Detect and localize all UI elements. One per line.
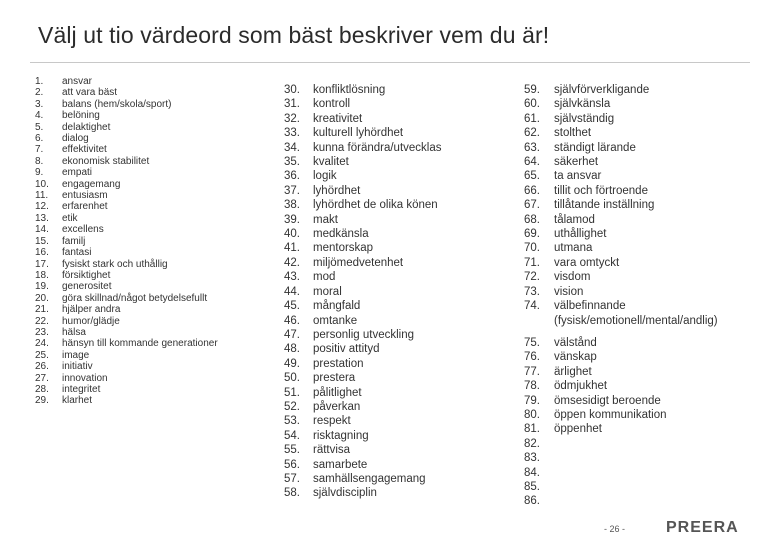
list-item-label: samarbete <box>313 458 368 471</box>
list-item <box>524 241 754 255</box>
list-item-label: kontroll <box>313 98 351 111</box>
list-item-label: tillit och förtroende <box>554 184 648 197</box>
list-item-label: prestation <box>313 357 364 370</box>
list-item-label: effektivitet <box>62 144 107 156</box>
list-item-label: kunna förändra/utvecklas <box>313 141 442 154</box>
list-item <box>524 198 754 212</box>
list-item-label: personlig utveckling <box>313 328 415 341</box>
list-item-label: engagemang <box>62 178 121 190</box>
list-item-label: hänsyn till kommande generationer <box>62 338 218 350</box>
list-item <box>284 328 442 342</box>
list-item-number: 57. <box>284 472 300 485</box>
list-item-label: ständigt lärande <box>554 141 636 154</box>
list-item <box>524 336 754 350</box>
list-item-number: 77. <box>524 365 540 378</box>
list-item-number: 1. <box>35 76 44 87</box>
list-item <box>35 338 218 349</box>
list-item <box>284 126 442 140</box>
list-item-label: självförverkligande <box>554 84 650 96</box>
list-item-label: delaktighet <box>62 121 111 133</box>
list-item <box>284 314 442 328</box>
list-item-number: 43. <box>284 271 300 284</box>
list-item-label: fysiskt stark och uthållig <box>62 258 168 270</box>
list-item-label: balans (hem/skola/sport) <box>62 98 172 110</box>
list-item <box>35 327 218 338</box>
list-item-label: självdisciplin <box>313 487 377 500</box>
title-divider <box>30 62 750 63</box>
list-item-number: 63. <box>524 141 540 154</box>
list-item <box>284 285 442 299</box>
list-item <box>524 285 754 299</box>
list-item <box>284 371 442 385</box>
list-item-number: 34. <box>284 141 300 154</box>
list-item-label: medkänsla <box>313 228 369 241</box>
list-item-label: pålitlighet <box>313 386 362 399</box>
list-item <box>284 256 442 270</box>
list-item-label: vara omtyckt <box>554 256 620 269</box>
list-item <box>284 299 442 313</box>
list-item-number: 20. <box>35 292 49 304</box>
list-item-label: generositet <box>62 281 112 293</box>
list-item <box>524 365 754 379</box>
list-item <box>524 422 754 436</box>
list-item <box>284 169 442 183</box>
list-item-number: 75. <box>524 336 540 349</box>
list-item-label: kvalitet <box>313 156 349 169</box>
list-item-label: lyhördhet de olika könen <box>313 199 438 212</box>
list-item-label: självständig <box>554 112 615 125</box>
list-item <box>35 259 218 270</box>
list-item-label: ömsesidigt beroende <box>554 394 661 407</box>
list-item-label: ekonomisk stabilitet <box>62 155 150 167</box>
list-item <box>35 350 218 361</box>
list-item <box>35 99 218 110</box>
list-item <box>524 437 754 451</box>
list-item <box>35 395 218 406</box>
list-item-label: moral <box>313 285 342 298</box>
list-item <box>284 458 442 472</box>
list-item <box>524 97 754 111</box>
list-item <box>35 384 218 395</box>
list-item <box>35 76 218 87</box>
list-item-label: hälsa <box>62 326 86 338</box>
list-item-number: 80. <box>524 408 540 421</box>
list-item-label: tillåtande inställning <box>554 199 655 212</box>
list-item-number: 11. <box>35 190 49 202</box>
list-item-number: 2. <box>35 87 44 99</box>
list-item-number: 7. <box>35 144 44 156</box>
list-item-label: mod <box>313 271 336 284</box>
list-item-label: dialog <box>62 133 89 145</box>
list-item-number: 27. <box>35 372 49 384</box>
list-item-number: 8. <box>35 155 44 167</box>
list-item-number: 72. <box>524 271 540 284</box>
list-item <box>35 156 218 167</box>
list-item-number: 10. <box>35 178 49 190</box>
list-item-number: 83. <box>524 452 540 465</box>
list-item-number: 50. <box>284 372 300 385</box>
list-item <box>524 213 754 227</box>
list-item <box>35 133 218 144</box>
list-item-label: ta ansvar <box>554 170 602 183</box>
list-item-label: öppenhet <box>554 423 602 436</box>
list-item <box>35 122 218 133</box>
list-item-label: excellens <box>62 224 104 236</box>
list-item-number: 60. <box>524 98 540 111</box>
list-item <box>284 155 442 169</box>
list-item-label: ödmjukhet <box>554 380 608 393</box>
list-item-number: 41. <box>284 242 300 255</box>
list-item-number: 49. <box>284 357 300 370</box>
list-item-label: att vara bäst <box>62 87 118 99</box>
list-item-label: makt <box>313 213 338 226</box>
list-item-number: 67. <box>524 199 540 212</box>
list-item-label: image <box>62 349 90 361</box>
list-item <box>35 293 218 304</box>
list-item-number: 55. <box>284 444 300 457</box>
list-item-number: 36. <box>284 170 300 183</box>
list-item-number: 6. <box>35 133 44 145</box>
list-item-label: försiktighet <box>62 269 111 281</box>
list-item-label: öppen kommunikation <box>554 408 667 421</box>
list-item-label: logik <box>313 170 337 183</box>
list-item-number: 61. <box>524 112 540 125</box>
list-item-label: respekt <box>313 415 351 428</box>
list-item-number: 85. <box>524 480 540 493</box>
list-item-label: mentorskap <box>313 242 374 255</box>
list-item-label: prestera <box>313 372 356 385</box>
list-item <box>35 110 218 121</box>
list-item-label: tålamod <box>554 213 595 226</box>
list-item-label: innovation <box>62 372 108 384</box>
list-item-number: 4. <box>35 110 44 122</box>
list-item-label: visdom <box>554 271 591 284</box>
list-item <box>35 167 218 178</box>
list-item-number: 64. <box>524 156 540 169</box>
list-item <box>284 227 442 241</box>
list-item <box>35 316 218 327</box>
list-item <box>284 386 442 400</box>
list-item-number: 45. <box>284 300 300 313</box>
list-item <box>284 198 442 212</box>
list-item-number: 58. <box>284 487 300 500</box>
list-item-label: hjälper andra <box>62 304 121 316</box>
list-item-label: säkerhet <box>554 156 599 169</box>
list-item-number: 5. <box>35 121 44 133</box>
list-item-number: 19. <box>35 281 49 293</box>
list-item-number: 38. <box>284 199 300 212</box>
list-item <box>35 373 218 384</box>
list-item <box>284 184 442 198</box>
list-item-label: ärlighet <box>554 365 592 378</box>
list-item <box>524 350 754 364</box>
list-item <box>35 87 218 98</box>
list-item <box>284 400 442 414</box>
list-item-number: 39. <box>284 213 300 226</box>
list-item <box>284 429 442 443</box>
list-item <box>524 270 754 284</box>
list-item-label: empati <box>62 167 93 179</box>
list-item-label: miljömedvetenhet <box>313 256 404 269</box>
list-item-number: 40. <box>284 228 300 241</box>
list-item <box>524 227 754 241</box>
list-item-label: omtanke <box>313 314 358 327</box>
list-item-number: 23. <box>35 326 49 338</box>
list-item <box>284 270 442 284</box>
list-item <box>35 247 218 258</box>
list-item-number: 74. <box>524 300 540 313</box>
list-item <box>524 83 754 97</box>
list-item-number: 68. <box>524 213 540 226</box>
list-item-label: entusiasm <box>62 190 108 202</box>
list-item-number: 65. <box>524 170 540 183</box>
list-item-number: 66. <box>524 184 540 197</box>
list-item <box>524 184 754 198</box>
list-item-label: positiv attityd <box>313 343 380 356</box>
list-item-label: initiativ <box>62 361 93 373</box>
list-item-number: 3. <box>35 98 44 110</box>
list-item-label: fantasi <box>62 247 92 259</box>
list-item <box>524 379 754 393</box>
list-item <box>35 144 218 155</box>
list-item-label: påverkan <box>313 400 361 413</box>
list-item <box>524 451 754 465</box>
list-item <box>284 141 442 155</box>
list-item-number: 54. <box>284 429 300 442</box>
list-item <box>284 83 442 97</box>
list-item-number: 62. <box>524 127 540 140</box>
list-item-label: kulturell lyhördhet <box>313 127 404 140</box>
list-item-number: 82. <box>524 437 540 450</box>
page-title: Välj ut tio värdeord som bäst beskriver vem du är! <box>38 22 550 48</box>
list-item-number: 22. <box>35 315 49 327</box>
list-item-number: 37. <box>284 184 300 197</box>
list-item-number: 78. <box>524 380 540 393</box>
list-item <box>524 466 754 480</box>
list-item <box>284 443 442 457</box>
list-item-label: rättvisa <box>313 444 351 457</box>
list-item-label: självkänsla <box>554 98 611 111</box>
list-item-number: 15. <box>35 235 49 247</box>
list-item-number: 25. <box>35 349 49 361</box>
list-item <box>524 126 754 140</box>
list-item <box>284 112 442 126</box>
list-item-label: välbefinnande (fysisk/emotionell/mental/andlig) <box>554 300 718 327</box>
list-item-number: 31. <box>284 98 300 111</box>
list-item-label: ansvar <box>62 76 93 87</box>
list-item <box>284 414 442 428</box>
list-item-number: 76. <box>524 351 540 364</box>
list-item-label: lyhördhet <box>313 184 361 197</box>
value-list-column-3 <box>524 83 754 509</box>
list-item-number: 46. <box>284 314 300 327</box>
list-item-number: 59. <box>524 84 540 96</box>
list-item-number: 48. <box>284 343 300 356</box>
list-item-number: 30. <box>284 84 300 96</box>
list-item-label: vänskap <box>554 351 597 364</box>
list-item-label: erfarenhet <box>62 201 108 213</box>
list-item-label: mångfald <box>313 300 361 313</box>
list-item-number: 33. <box>284 127 300 140</box>
list-item-number: 18. <box>35 269 49 281</box>
list-item-number: 84. <box>524 466 540 479</box>
list-item-number: 44. <box>284 285 300 298</box>
list-item-number: 53. <box>284 415 300 428</box>
list-item <box>35 361 218 372</box>
list-item <box>524 480 754 494</box>
list-item <box>524 256 754 270</box>
list-item-number: 35. <box>284 156 300 169</box>
list-item-label: utmana <box>554 242 593 255</box>
list-item-label: göra skillnad/något betydelsefullt <box>62 292 208 304</box>
list-item-number: 52. <box>284 400 300 413</box>
value-list-column-1 <box>35 76 218 407</box>
list-item <box>35 224 218 235</box>
list-item-label: stolthet <box>554 127 592 140</box>
list-item <box>284 357 442 371</box>
list-item <box>35 236 218 247</box>
value-list-column-2 <box>284 83 442 501</box>
list-item-label: familj <box>62 235 86 247</box>
list-item-number: 17. <box>35 258 49 270</box>
list-item-number: 26. <box>35 361 49 373</box>
list-item <box>524 408 754 422</box>
list-item <box>35 270 218 281</box>
list-item-number: 73. <box>524 285 540 298</box>
page-number: - 26 - <box>604 524 626 534</box>
list-item-number: 86. <box>524 495 540 508</box>
list-item-number: 42. <box>284 256 300 269</box>
list-item-label: välstånd <box>554 336 597 349</box>
list-item <box>284 472 442 486</box>
list-item-number: 32. <box>284 112 300 125</box>
list-item <box>35 190 218 201</box>
list-item <box>35 201 218 212</box>
list-item <box>524 112 754 126</box>
list-item <box>524 155 754 169</box>
list-item-label: humor/glädje <box>62 315 120 327</box>
list-item-number: 29. <box>35 395 49 407</box>
list-item <box>35 179 218 190</box>
list-item <box>284 241 442 255</box>
list-item <box>284 213 442 227</box>
list-item-number: 71. <box>524 256 540 269</box>
list-item <box>524 394 754 408</box>
list-item-label: klarhet <box>62 395 93 407</box>
list-item-number: 56. <box>284 458 300 471</box>
list-item <box>35 304 218 315</box>
list-item-number: 13. <box>35 212 49 224</box>
list-item-number: 9. <box>35 167 44 179</box>
list-item <box>284 97 442 111</box>
list-item-number: 51. <box>284 386 300 399</box>
list-item-number: 14. <box>35 224 49 236</box>
list-item-number: 47. <box>284 328 300 341</box>
list-item-label: samhällsengagemang <box>313 472 426 485</box>
list-item-number: 79. <box>524 394 540 407</box>
list-item-label: konfliktlösning <box>313 84 386 96</box>
list-item-label: risktagning <box>313 429 369 442</box>
list-item <box>284 486 442 500</box>
list-item <box>35 213 218 224</box>
list-item <box>284 342 442 356</box>
list-item-label: etik <box>62 212 78 224</box>
list-item-number: 28. <box>35 383 49 395</box>
list-item <box>524 169 754 183</box>
list-item <box>524 494 754 508</box>
list-item-number: 81. <box>524 423 540 436</box>
list-item-label: integritet <box>62 383 101 395</box>
list-item-number: 69. <box>524 228 540 241</box>
list-item-number: 70. <box>524 242 540 255</box>
list-item <box>524 141 754 155</box>
list-spacer <box>524 328 754 336</box>
list-item-number: 24. <box>35 338 49 350</box>
preera-logo: PREERA <box>666 519 739 536</box>
list-item-label: belöning <box>62 110 100 122</box>
list-item-label: vision <box>554 285 584 298</box>
list-item-number: 12. <box>35 201 49 213</box>
list-item-label: uthållighet <box>554 228 607 241</box>
list-item-number: 21. <box>35 304 49 316</box>
list-item-number: 16. <box>35 247 49 259</box>
list-item <box>524 299 754 328</box>
list-item <box>35 281 218 292</box>
list-item-label: kreativitet <box>313 112 363 125</box>
